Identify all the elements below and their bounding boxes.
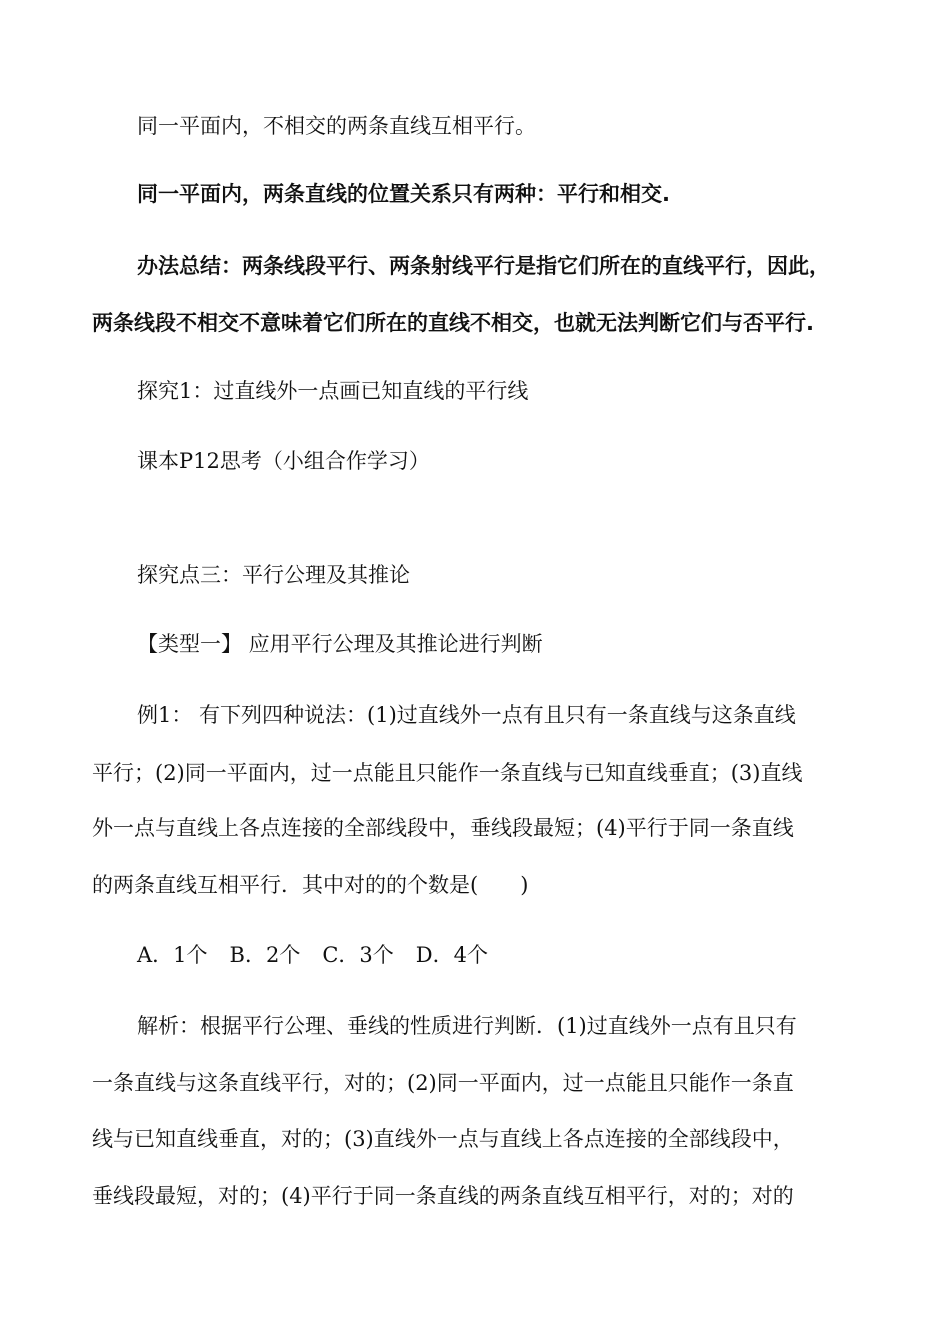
option-a: A．1个	[137, 943, 208, 967]
answer-options	[137, 940, 510, 970]
textbook-reference: 课本P12思考（小组合作学习）	[137, 449, 430, 473]
option-d: D．4个	[415, 943, 488, 967]
explore-1-heading: 探究1：过直线外一点画已知直线的平行线	[137, 379, 529, 403]
analysis-line-2: 一条直线与这条直线平行，对的；(2)同一平面内，过一点能且只能作一条直	[92, 1071, 794, 1095]
option-b: B．2个	[229, 943, 301, 967]
example-1-line-2: 平行；(2)同一平面内，过一点能且只能作一条直线与已知直线垂直；(3)直线	[92, 761, 803, 785]
method-summary-line-1: 办法总结：两条线段平行、两条射线平行是指它们所在的直线平行，因此，	[137, 254, 830, 278]
paragraph-position-relations: 同一平面内，两条直线的位置关系只有两种：平行和相交.	[137, 182, 670, 206]
option-c: C．3个	[322, 943, 394, 967]
example-1-line-4: 的两条直线互相平行．其中对的的个数是( )	[92, 873, 529, 897]
method-summary-line-2: 两条线段不相交不意味着它们所在的直线不相交，也就无法判断它们与否平行.	[92, 311, 814, 335]
analysis-line-4: 垂线段最短，对的；(4)平行于同一条直线的两条直线互相平行，对的；对的	[92, 1184, 794, 1208]
example-1-line-3: 外一点与直线上各点连接的全部线段中，垂线段最短；(4)平行于同一条直线	[92, 816, 794, 840]
paragraph-parallel-definition: 同一平面内，不相交的两条直线互相平行。	[137, 114, 536, 138]
explore-point-3-heading: 探究点三：平行公理及其推论	[137, 563, 410, 587]
analysis-line-1: 解析：根据平行公理、垂线的性质进行判断．(1)过直线外一点有且只有	[137, 1014, 797, 1038]
example-1-line-1: 例1： 有下列四种说法：(1)过直线外一点有且只有一条直线与这条直线	[137, 703, 796, 727]
analysis-line-3: 线与已知直线垂直，对的；(3)直线外一点与直线上各点连接的全部线段中，	[92, 1127, 794, 1151]
type-1-heading: 【类型一】 应用平行公理及其推论进行判断	[137, 632, 543, 656]
